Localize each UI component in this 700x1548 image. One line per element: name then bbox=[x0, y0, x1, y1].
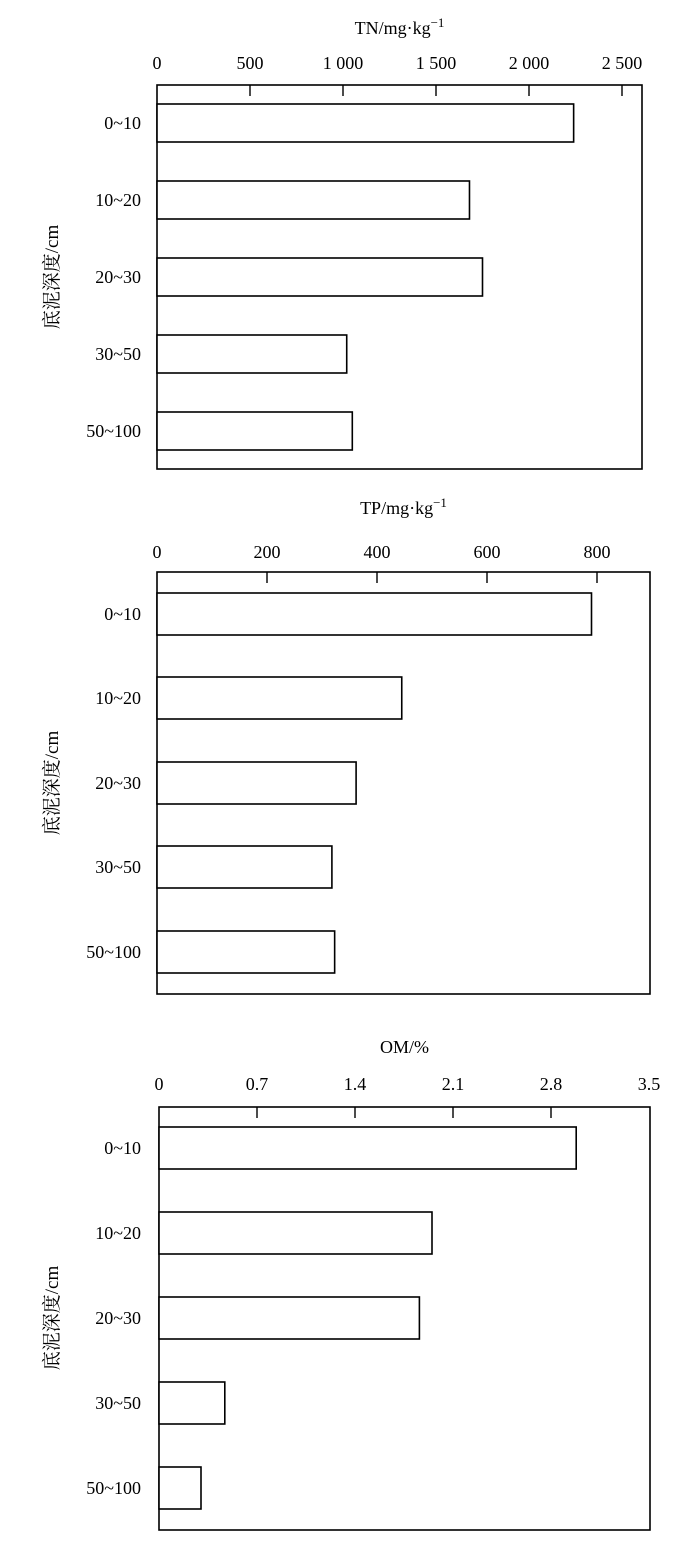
category-label: 20~30 bbox=[95, 267, 141, 287]
x-tick-label: 400 bbox=[363, 542, 391, 562]
bar-50~100 bbox=[157, 931, 335, 973]
x-axis-title-text: OM/% bbox=[380, 1037, 429, 1057]
chart-panel-2 bbox=[41, 495, 650, 994]
bar-10~20 bbox=[157, 181, 469, 219]
category-label: 30~50 bbox=[95, 1393, 141, 1413]
x-axis-title bbox=[355, 15, 445, 38]
x-tick-label: 600 bbox=[473, 542, 501, 562]
x-tick-label: 1.4 bbox=[343, 1074, 367, 1094]
x-tick-label: 0 bbox=[152, 53, 162, 73]
x-tick-label: 1 500 bbox=[415, 53, 457, 73]
x-tick-label: 0.7 bbox=[245, 1074, 269, 1094]
x-tick-label: 1 000 bbox=[322, 53, 364, 73]
x-axis-title-text: TN/mg·kg bbox=[354, 18, 431, 38]
category-label: 0~10 bbox=[104, 1138, 141, 1158]
bar-10~20 bbox=[157, 677, 402, 719]
category-label: 30~50 bbox=[95, 857, 141, 877]
x-tick-label: 800 bbox=[583, 542, 611, 562]
bar-0~10 bbox=[157, 593, 592, 635]
x-tick-label: 0 bbox=[152, 542, 162, 562]
x-axis-title-superscript: −1 bbox=[430, 15, 445, 30]
bar-50~100 bbox=[159, 1467, 201, 1509]
x-tick-label: 0 bbox=[154, 1074, 164, 1094]
y-axis-title: 底泥深度/cm bbox=[42, 1265, 63, 1371]
x-tick-label: 2 500 bbox=[601, 53, 643, 73]
bar-30~50 bbox=[157, 335, 347, 373]
category-label: 20~30 bbox=[95, 773, 141, 793]
bar-10~20 bbox=[159, 1212, 432, 1254]
category-label: 50~100 bbox=[86, 421, 141, 441]
category-label: 20~30 bbox=[95, 1308, 141, 1328]
y-axis-title: 底泥深度/cm bbox=[42, 224, 63, 330]
y-axis-title: 底泥深度/cm bbox=[42, 730, 63, 836]
bar-50~100 bbox=[157, 412, 352, 450]
x-axis-title bbox=[380, 1037, 429, 1057]
category-label: 0~10 bbox=[104, 113, 141, 133]
x-tick-label: 500 bbox=[236, 53, 264, 73]
category-label: 30~50 bbox=[95, 344, 141, 364]
x-tick-label: 2.8 bbox=[539, 1074, 563, 1094]
x-tick-label: 3.5 bbox=[637, 1074, 661, 1094]
x-axis-title-text: TP/mg·kg bbox=[360, 498, 434, 518]
chart-panel-1 bbox=[41, 15, 642, 469]
category-label: 50~100 bbox=[86, 942, 141, 962]
category-label: 50~100 bbox=[86, 1478, 141, 1498]
x-tick-label: 200 bbox=[253, 542, 281, 562]
category-label: 10~20 bbox=[95, 688, 141, 708]
x-axis-title bbox=[360, 495, 447, 518]
bar-30~50 bbox=[159, 1382, 225, 1424]
bar-30~50 bbox=[157, 846, 332, 888]
x-tick-label: 2 000 bbox=[508, 53, 550, 73]
bar-0~10 bbox=[159, 1127, 576, 1169]
chart-panel-3 bbox=[41, 1037, 660, 1530]
bar-0~10 bbox=[157, 104, 574, 142]
category-label: 0~10 bbox=[104, 604, 141, 624]
category-label: 10~20 bbox=[95, 190, 141, 210]
category-label: 10~20 bbox=[95, 1223, 141, 1243]
bar-20~30 bbox=[159, 1297, 419, 1339]
x-tick-label: 2.1 bbox=[441, 1074, 465, 1094]
bar-20~30 bbox=[157, 762, 356, 804]
x-axis-title-superscript: −1 bbox=[433, 495, 447, 510]
bar-20~30 bbox=[157, 258, 483, 296]
